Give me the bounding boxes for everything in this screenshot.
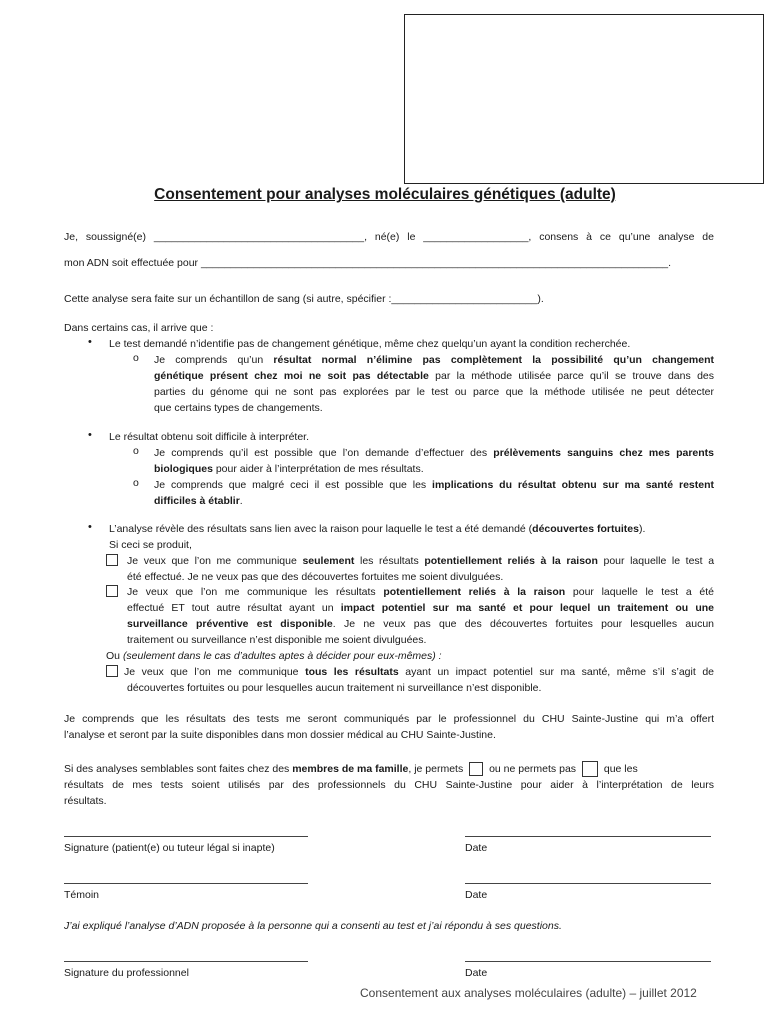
bullet-1-sub-marker: o [133,352,139,364]
date-line-3[interactable] [465,961,711,962]
professional-signature-label: Signature du professionnel [64,967,189,979]
date-line-1[interactable] [465,836,711,837]
if-produced-label: Si ceci se produit, [109,539,192,551]
bullet-2-sub-2-line-1: Je comprends que malgré ceci il est possible que les implications du résultat obtenu sur ma santé restent [154,479,714,491]
page-title: Consentement pour analyses moléculaires génétiques (adulte) [154,186,616,203]
patient-signature-line[interactable] [64,836,308,837]
professional-signature-line[interactable] [64,961,308,962]
bullet-1-sub-line-2: génétique présent chez moi ne soit pas détectable par la méthode utilisée parce qu’il se trouve dans des [154,370,714,382]
family-line-3: résultats. [64,795,107,807]
choice-2-line-1: Je veux que l’on me communique les résultats potentiellement reliés à la raison pour laquelle le test a été [127,586,715,598]
checkbox-related-and-actionable[interactable] [106,585,118,597]
patient-label-box [404,14,764,184]
bullet-2-dot: • [88,429,92,441]
choice-2-line-2: effectué ET tout autre résultat ayant un impact potentiel sur ma santé et pour lequel un traitement ou une [127,602,714,614]
explained-statement: J’ai expliqué l’analyse d’ADN proposée à la personne qui a consenti au test et j’ai répondu à ses questions. [64,920,562,932]
checkbox-permit[interactable] [469,762,483,776]
results-line-2: l’analyse et seront par la suite disponibles dans mon dossier médical au CHU Sainte-Justine. [64,729,496,741]
bullet-1-dot: • [88,336,92,348]
choice-2-line-3: surveillance préventive est disponible. Je ne veux pas que des découvertes fortuites pour lesquelles aucun [127,618,714,630]
bullet-1-sub-line-1: Je comprends qu’un résultat normal n’élimine pas complètement la possibilité qu’un changement [154,354,715,366]
checkbox-all-results[interactable] [106,665,118,677]
bullet-2-text: Le résultat obtenu soit difficile à interpréter. [109,431,310,443]
bullet-3-text: L’analyse révèle des résultats sans lien avec la raison pour laquelle le test a été demandé (découvertes fortuites). [109,523,646,535]
checkbox-not-permit[interactable] [582,761,598,777]
cases-line: Dans certains cas, il arrive que : [64,322,214,334]
date-label-2: Date [465,889,488,901]
choice-3-line-2: découvertes fortuites ou pour lesquelles aucun traitement ni surveillance n’est disponible. [127,682,542,694]
bullet-2-sub-marker-2: o [133,477,139,489]
intro-line-1: Je, soussigné(e) ____________________________________, né(e) le __________________, consens à ce qu’une analyse de [64,231,714,243]
bullet-2-sub-1-line-1: Je comprends qu’il est possible que l’on demande d’effectuer des prélèvements sanguins chez mes parents [154,447,715,459]
page-footer: Consentement aux analyses moléculaires (adulte) – juillet 2012 [360,986,697,1000]
intro-line-2: mon ADN soit effectuée pour ________________________________________________________________________________. [64,257,672,269]
checkbox-only-related[interactable] [106,554,118,566]
results-line-1: Je comprends que les résultats des tests me seront communiqués par le professionnel du CHU Sainte-Justine qui m’a offert [64,713,714,725]
bullet-1-sub-line-4: que certains types de changements. [154,402,323,414]
witness-signature-line[interactable] [64,883,308,884]
or-line: Ou (seulement dans le cas d’adultes aptes à décider pour eux-mêmes) : [106,650,442,662]
bullet-1-sub-line-3: parties du génome qui ne sont pas explorées par le test ou parce que la méthode utilisée ne peut détecter [154,386,714,398]
choice-2-line-4: traitement ou surveillance n’est disponible me soient divulguées. [127,634,427,646]
bullet-2-sub-1-line-2: biologiques pour aider à l’interprétation de mes résultats. [154,463,424,475]
choice-1-line-2: été effectué. Je ne veux pas que des découvertes fortuites me soient divulguées. [127,571,504,583]
choice-1-line-1: Je veux que l’on me communique seulement les résultats potentiellement reliés à la raison pour laquelle le test a [127,555,715,567]
bullet-1-text: Le test demandé n’identifie pas de changement génétique, même chez quelqu’un ayant la condition recherchée. [109,338,631,350]
bullet-3-dot: • [88,521,92,533]
date-line-2[interactable] [465,883,711,884]
witness-label: Témoin [64,889,100,901]
family-line-1: Si des analyses semblables sont faites chez des membres de ma famille, je permets ou ne permets pas que les [64,761,714,777]
bullet-2-sub-2-line-2: difficiles à établir. [154,495,243,507]
family-line-2: résultats de mes tests soient utilisés par des professionnels du CHU Sainte-Justine pour aider à l’interprétation de leurs [64,779,714,791]
date-label-3: Date [465,967,488,979]
date-label-1: Date [465,842,488,854]
choice-3-line-1: Je veux que l’on me communique tous les résultats ayant un impact potentiel sur ma santé, même s’il s’agit de [124,666,714,678]
sample-line: Cette analyse sera faite sur un échantillon de sang (si autre, spécifier :_________________________). [64,293,544,305]
bullet-2-sub-marker-1: o [133,445,139,457]
patient-signature-label: Signature (patient(e) ou tuteur légal si inapte) [64,842,275,854]
